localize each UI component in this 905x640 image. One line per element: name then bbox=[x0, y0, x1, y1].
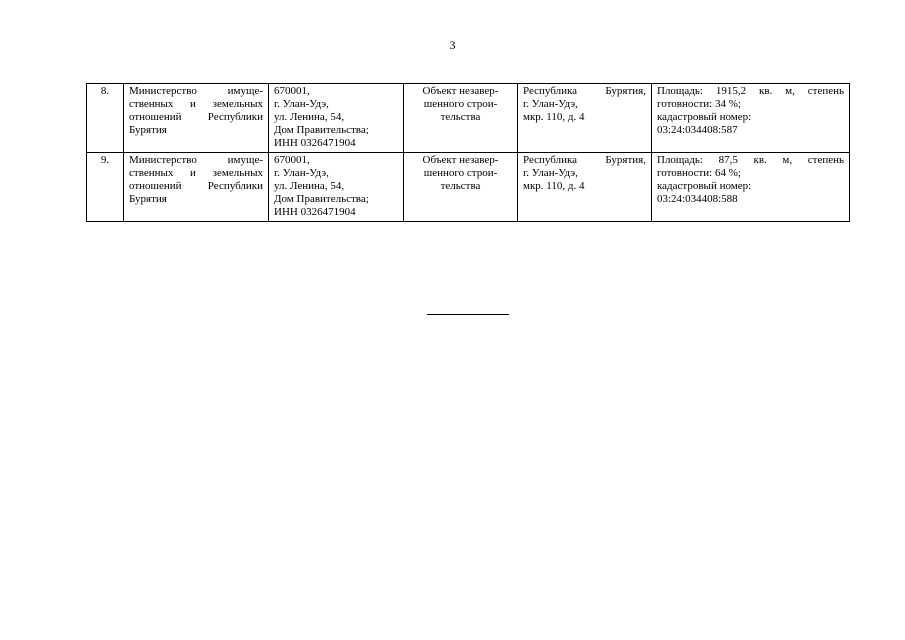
location-line: г. Улан-Удэ, bbox=[523, 98, 578, 110]
table-row bbox=[87, 153, 850, 222]
rights-holder-cell bbox=[124, 153, 269, 222]
holder-line: Министерство имуще- bbox=[129, 85, 263, 97]
properties-line: готовности: 64 %; bbox=[657, 167, 741, 179]
location-line: мкр. 110, д. 4 bbox=[523, 111, 585, 123]
object-location-cell bbox=[518, 84, 652, 153]
properties-line: Площадь: 87,5 кв. м, степень bbox=[657, 154, 844, 166]
object-line: тельства bbox=[440, 180, 481, 192]
holder-line: Бурятия bbox=[129, 124, 167, 136]
object-properties-cell bbox=[652, 84, 850, 153]
location-line: г. Улан-Удэ, bbox=[523, 167, 578, 179]
object-name-cell bbox=[404, 84, 518, 153]
row-number-cell bbox=[87, 84, 124, 153]
location-line: Республика Бурятия, bbox=[523, 154, 646, 166]
row-number: 8. bbox=[100, 85, 110, 97]
properties-line: 03:24:034408:587 bbox=[657, 124, 738, 136]
property-table bbox=[86, 83, 850, 222]
rights-holder-cell bbox=[124, 84, 269, 153]
properties-line: кадастровый номер: bbox=[657, 180, 752, 192]
holder-line: Бурятия bbox=[129, 193, 167, 205]
address-line: ИНН 0326471904 bbox=[274, 137, 356, 149]
holder-address-cell bbox=[269, 84, 404, 153]
location-line: Республика Бурятия, bbox=[523, 85, 646, 97]
object-location-cell bbox=[518, 153, 652, 222]
end-of-document-rule bbox=[427, 314, 509, 315]
address-line: 670001, bbox=[274, 85, 310, 97]
object-line: Объект незавер- bbox=[422, 85, 499, 97]
holder-line: отношений Республики bbox=[129, 111, 263, 123]
address-line: ИНН 0326471904 bbox=[274, 206, 356, 218]
object-line: шенного строи- bbox=[423, 98, 498, 110]
object-line: шенного строи- bbox=[423, 167, 498, 179]
object-properties-cell bbox=[652, 153, 850, 222]
holder-line: ственных и земельных bbox=[129, 167, 263, 179]
address-line: ул. Ленина, 54, bbox=[274, 111, 345, 123]
holder-line: Министерство имуще- bbox=[129, 154, 263, 166]
properties-line: Площадь: 1915,2 кв. м, степень bbox=[657, 85, 844, 97]
row-number-cell bbox=[87, 153, 124, 222]
object-name-cell bbox=[404, 153, 518, 222]
properties-line: кадастровый номер: bbox=[657, 111, 752, 123]
row-number: 9. bbox=[100, 154, 110, 166]
holder-address-cell bbox=[269, 153, 404, 222]
object-line: тельства bbox=[440, 111, 481, 123]
holder-line: ственных и земельных bbox=[129, 98, 263, 110]
location-line: мкр. 110, д. 4 bbox=[523, 180, 585, 192]
properties-line: готовности: 34 %; bbox=[657, 98, 741, 110]
address-line: ул. Ленина, 54, bbox=[274, 180, 345, 192]
holder-line: отношений Республики bbox=[129, 180, 263, 192]
address-line: 670001, bbox=[274, 154, 310, 166]
address-line: Дом Правительства; bbox=[274, 124, 369, 136]
address-line: Дом Правительства; bbox=[274, 193, 369, 205]
address-line: г. Улан-Удэ, bbox=[274, 98, 329, 110]
object-line: Объект незавер- bbox=[422, 154, 499, 166]
table-row bbox=[87, 84, 850, 153]
page-number: 3 bbox=[449, 38, 456, 52]
address-line: г. Улан-Удэ, bbox=[274, 167, 329, 179]
properties-line: 03:24:034408:588 bbox=[657, 193, 738, 205]
